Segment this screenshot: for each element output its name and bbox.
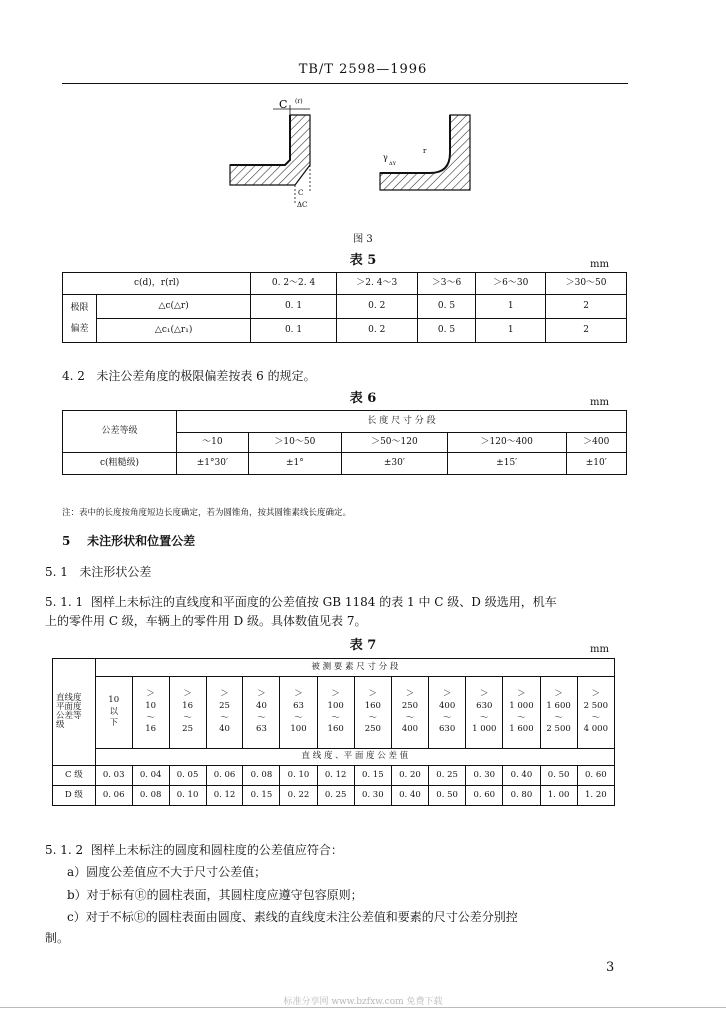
table7-col-line: ＞ <box>591 688 601 699</box>
table7-title: 表 7 <box>349 638 377 653</box>
table7-cell: 0. 15 <box>354 766 391 786</box>
table5-header-left: c(d)，r(rl) <box>63 273 251 295</box>
table7-value-header: 直 线 度 、平 面 度 公 差 值 <box>95 749 614 766</box>
section-4-2-text: 未注公差角度的极限偏差按表 6 的规定。 <box>96 369 316 383</box>
table7-col-line: 160 <box>364 700 381 711</box>
table5 <box>62 272 627 343</box>
table7-col-line: ＞ <box>294 688 303 699</box>
table6-cell: ±1° <box>248 453 341 475</box>
table7-cell: 0. 25 <box>429 766 466 786</box>
table7-col-line: 25 <box>182 724 193 735</box>
table6-col: ＞120～400 <box>447 433 566 453</box>
table7-cell: 0. 40 <box>391 786 428 806</box>
table5-col: ＞30～50 <box>546 273 627 295</box>
table7-col-line: 160 <box>327 724 344 735</box>
section-5-1-2-text: 图样上未标注的圆度和圆柱度的公差值应符合： <box>90 843 343 857</box>
table5-cell: 1 <box>476 295 546 319</box>
table7-col <box>243 677 280 749</box>
table6-col: ＞50～120 <box>341 433 447 453</box>
table7-col-line: ＞ <box>442 688 452 699</box>
table6 <box>62 410 627 475</box>
fig-label-c-bottom: C <box>298 189 304 197</box>
table6-col: ＞10～50 <box>248 433 341 453</box>
header-rule <box>62 83 628 84</box>
table7-unit: mm <box>590 644 609 655</box>
fig-label-gamma: γ <box>383 153 388 162</box>
table7-cell: 0. 15 <box>243 786 280 806</box>
table7-col-line: 63 <box>256 724 267 735</box>
table7-col-line: 630 <box>439 724 456 735</box>
table7-cell: 0. 03 <box>95 766 132 786</box>
table6-header-left: 公差等级 <box>63 411 177 453</box>
table7-cell: 0. 06 <box>95 786 132 806</box>
table7-col-line: ～ <box>517 712 526 723</box>
table5-cell: 2 <box>546 319 627 343</box>
section-5-1-2 <box>45 843 665 945</box>
footer-rule <box>0 1007 726 1008</box>
section-5-1-1 <box>45 595 645 629</box>
table7-header-left-line: 平面度 <box>56 701 82 712</box>
table7-header-left-line: 级 <box>56 719 65 730</box>
fig-label-gamma-sub: ΔY <box>389 161 396 167</box>
table7-col <box>317 677 354 749</box>
table7-header-left <box>53 659 96 766</box>
section-5-1-2-item-a: a）圆度公差值应不大于尺寸公差值； <box>67 865 267 880</box>
table7-col-line: 63 <box>293 700 304 711</box>
watermark: 标准分享网 www.bzfxw.com 免费下载 <box>283 997 443 1007</box>
table7-cell: 0. 12 <box>206 786 243 806</box>
table5-cell: 0. 2 <box>336 295 417 319</box>
table7-col-line: ＞ <box>183 688 192 699</box>
table7-header-left-line: 公差等 <box>56 710 82 721</box>
table7-col-line: 1 600 <box>509 724 534 735</box>
table7-cell: 0. 20 <box>391 766 428 786</box>
table7-col-line: 40 <box>219 724 230 735</box>
table7-cell: 0. 22 <box>280 786 317 806</box>
table7-header-left-line: 直线度 <box>56 692 82 703</box>
table7-col-line: 250 <box>364 724 381 735</box>
table7-col-line: ＞ <box>331 688 340 699</box>
table7-col-line: ＞ <box>257 688 266 699</box>
table6-cell: ±1°30′ <box>177 453 249 475</box>
table7-col-line: ～ <box>331 712 340 723</box>
table7-cell: 0. 80 <box>503 786 540 806</box>
table7-cell: 0. 25 <box>317 786 354 806</box>
table7-col-line: ＞ <box>405 688 415 699</box>
table7-col-line: 400 <box>439 700 456 711</box>
table5-cell: 0. 2 <box>336 319 417 343</box>
table7-cell: 1. 00 <box>540 786 577 806</box>
table5-row-label: △c₁(△r₁) <box>97 319 251 343</box>
table7-cell: 0. 40 <box>503 766 540 786</box>
page-number: 3 <box>606 960 615 975</box>
table7-col-line: 40 <box>256 700 267 711</box>
table7-col-line: 10 <box>108 694 120 705</box>
section-5-1-1-number: 5. 1. 1 <box>45 595 84 609</box>
figure-3-drawing <box>215 95 515 225</box>
table7-col <box>466 677 503 749</box>
table6-row-label: c(粗糙级) <box>63 453 177 475</box>
table5-col: ＞2. 4～3 <box>336 273 417 295</box>
table7-col-line: ～ <box>294 712 303 723</box>
table7-col <box>280 677 317 749</box>
table7-col-line: 16 <box>182 700 193 711</box>
table5-title: 表 5 <box>349 253 377 268</box>
table7-cell: 0. 30 <box>466 766 503 786</box>
table7-cell: 0. 50 <box>540 766 577 786</box>
table7-row-label: D 级 <box>53 786 96 806</box>
table5-col: 0. 2～2. 4 <box>251 273 337 295</box>
table6-cell: ±15′ <box>447 453 566 475</box>
table7-col-line: 16 <box>145 724 157 735</box>
table5-side-label-a: 极限 <box>70 302 89 313</box>
section-5-1-number: 5. 1 <box>45 565 68 579</box>
table6-cell: ±30′ <box>341 453 447 475</box>
table7-col-line: ＞ <box>480 688 489 699</box>
table5-cell: 0. 1 <box>251 319 337 343</box>
doc-code: TB/T 2598—1996 <box>298 62 428 77</box>
table5-cell: 0. 1 <box>251 295 337 319</box>
table7-col-line: ＞ <box>554 688 563 699</box>
table5-col: ＞6～30 <box>476 273 546 295</box>
table7-col-line: 4 000 <box>583 724 608 735</box>
fig-label-delta-c: ΔC <box>297 201 308 209</box>
table7-cell: 0. 60 <box>577 766 614 786</box>
table7-col-line: ～ <box>480 712 489 723</box>
table7-col-line: ～ <box>591 712 601 723</box>
table6-cell: ±10′ <box>566 453 626 475</box>
table7-col <box>95 677 132 749</box>
table7-col-line: ～ <box>146 712 155 723</box>
section-5-title: 未注形状和位置公差 <box>87 534 196 548</box>
table7-cell: 0. 30 <box>354 786 391 806</box>
section-4-2 <box>62 369 316 383</box>
table5-row-label: △c(△r) <box>97 295 251 319</box>
table7-col <box>132 677 169 749</box>
table7-col-line: 10 <box>145 700 157 711</box>
table7-cell: 0. 04 <box>132 766 169 786</box>
section-5-1 <box>45 565 151 579</box>
table7-cell: 1. 20 <box>577 786 614 806</box>
table7-col <box>429 677 466 749</box>
table6-note: 注：表中的长度按角度短边长度确定，若为圆锥角，按其圆锥素线长度确定。 <box>62 508 352 518</box>
section-5-1-2-number: 5. 1. 2 <box>45 843 84 857</box>
section-5-1-title: 未注形状公差 <box>79 565 152 579</box>
table7-cell: 0. 05 <box>169 766 206 786</box>
table5-cell: 0. 5 <box>417 295 476 319</box>
table6-col: ～10 <box>177 433 249 453</box>
table7-col-line: ～ <box>554 712 563 723</box>
table7-col-line: 1 000 <box>509 700 534 711</box>
section-5-1-1-line2: 上的零件用 C 级，车辆上的零件用 D 级。具体数值见表 7。 <box>45 614 367 629</box>
table7-col-line: ＞ <box>517 688 526 699</box>
table7-col <box>540 677 577 749</box>
table7-row-c <box>53 766 615 786</box>
table6-col: ＞400 <box>566 433 626 453</box>
section-4-2-number: 4. 2 <box>62 369 85 383</box>
table6-unit: mm <box>590 397 609 408</box>
table7-col <box>354 677 391 749</box>
table7-cell: 0. 12 <box>317 766 354 786</box>
table7-col-line: ～ <box>257 712 266 723</box>
right-fillet-sketch <box>380 115 470 190</box>
left-chamfer-sketch <box>230 98 310 209</box>
table7-cell: 0. 08 <box>243 766 280 786</box>
table7-col-line: 2 500 <box>546 724 571 735</box>
table7-col-line: 25 <box>219 700 230 711</box>
section-5-number: 5 <box>62 534 71 548</box>
table7-col <box>169 677 206 749</box>
table7-col <box>503 677 540 749</box>
table7-group-header: 被 测 要 素 尺 寸 分 段 <box>95 659 614 677</box>
table5-side-label-b: 偏差 <box>70 323 89 334</box>
section-5-1-1-line1: 图样上未标注的直线度和平面度的公差值按 GB 1184 的表 1 中 C 级、D 级选用，机车 <box>90 595 557 609</box>
table7-row-label: C 级 <box>53 766 96 786</box>
table7-cell: 0. 50 <box>429 786 466 806</box>
table7-col-line: 以 <box>109 706 118 717</box>
table7-col-line: 100 <box>327 700 344 711</box>
figure-caption: 图 3 <box>353 234 373 245</box>
section-5-1-2-item-c-cont: 制。 <box>45 930 70 945</box>
fig-label-c-top: C <box>279 98 288 111</box>
fig-label-c-top-sub: (r) <box>295 98 303 105</box>
table7-cell: 0. 06 <box>206 766 243 786</box>
table5-cell: 2 <box>546 295 627 319</box>
table7-col-line: 下 <box>109 718 118 729</box>
table7-cell: 0. 60 <box>466 786 503 806</box>
table7-col <box>391 677 428 749</box>
table6-title: 表 6 <box>349 391 377 406</box>
table7 <box>52 658 615 806</box>
section-5-1-2-item-b: b）对于标有Ⓔ的圆柱表面，其圆柱度应遵守包容原则； <box>67 887 363 902</box>
table7-col-line: 1 000 <box>472 724 497 735</box>
table7-col-line: 1 600 <box>546 700 571 711</box>
table7-col-line: ～ <box>220 712 229 723</box>
table7-col-line: 630 <box>476 700 493 711</box>
table5-side-label <box>63 295 97 343</box>
table7-col-line: 100 <box>290 724 307 735</box>
table7-col-line: ＞ <box>368 688 378 699</box>
table7-col <box>206 677 243 749</box>
table5-cell: 1 <box>476 319 546 343</box>
table7-row-d <box>53 786 615 806</box>
table7-cell: 0. 10 <box>280 766 317 786</box>
table7-col-line: ～ <box>442 712 452 723</box>
table7-col-line: 250 <box>401 700 419 711</box>
table7-col-line: ～ <box>368 712 378 723</box>
fig-label-r: r <box>423 147 427 155</box>
table7-col-line: 400 <box>401 724 419 735</box>
table7-col-line: ～ <box>183 712 192 723</box>
table5-cell: 0. 5 <box>417 319 476 343</box>
table5-unit: mm <box>590 259 609 270</box>
table5-col: ＞3～6 <box>417 273 476 295</box>
table7-cell: 0. 10 <box>169 786 206 806</box>
table7-col-line: ～ <box>405 712 415 723</box>
table7-column-row <box>53 677 615 749</box>
table7-col <box>577 677 614 749</box>
table7-col-line: ＞ <box>220 688 229 699</box>
section-5-1-2-item-c: c）对于不标Ⓔ的圆柱表面由圆度、素线的直线度未注公差值和要素的尺寸公差分别控 <box>67 910 518 925</box>
table7-col-line: 2 500 <box>583 700 608 711</box>
table6-group-header: 长 度 尺 寸 分 段 <box>177 411 627 433</box>
table7-cell: 0. 08 <box>132 786 169 806</box>
section-5 <box>62 532 195 549</box>
table7-col-line: ＞ <box>146 688 155 699</box>
